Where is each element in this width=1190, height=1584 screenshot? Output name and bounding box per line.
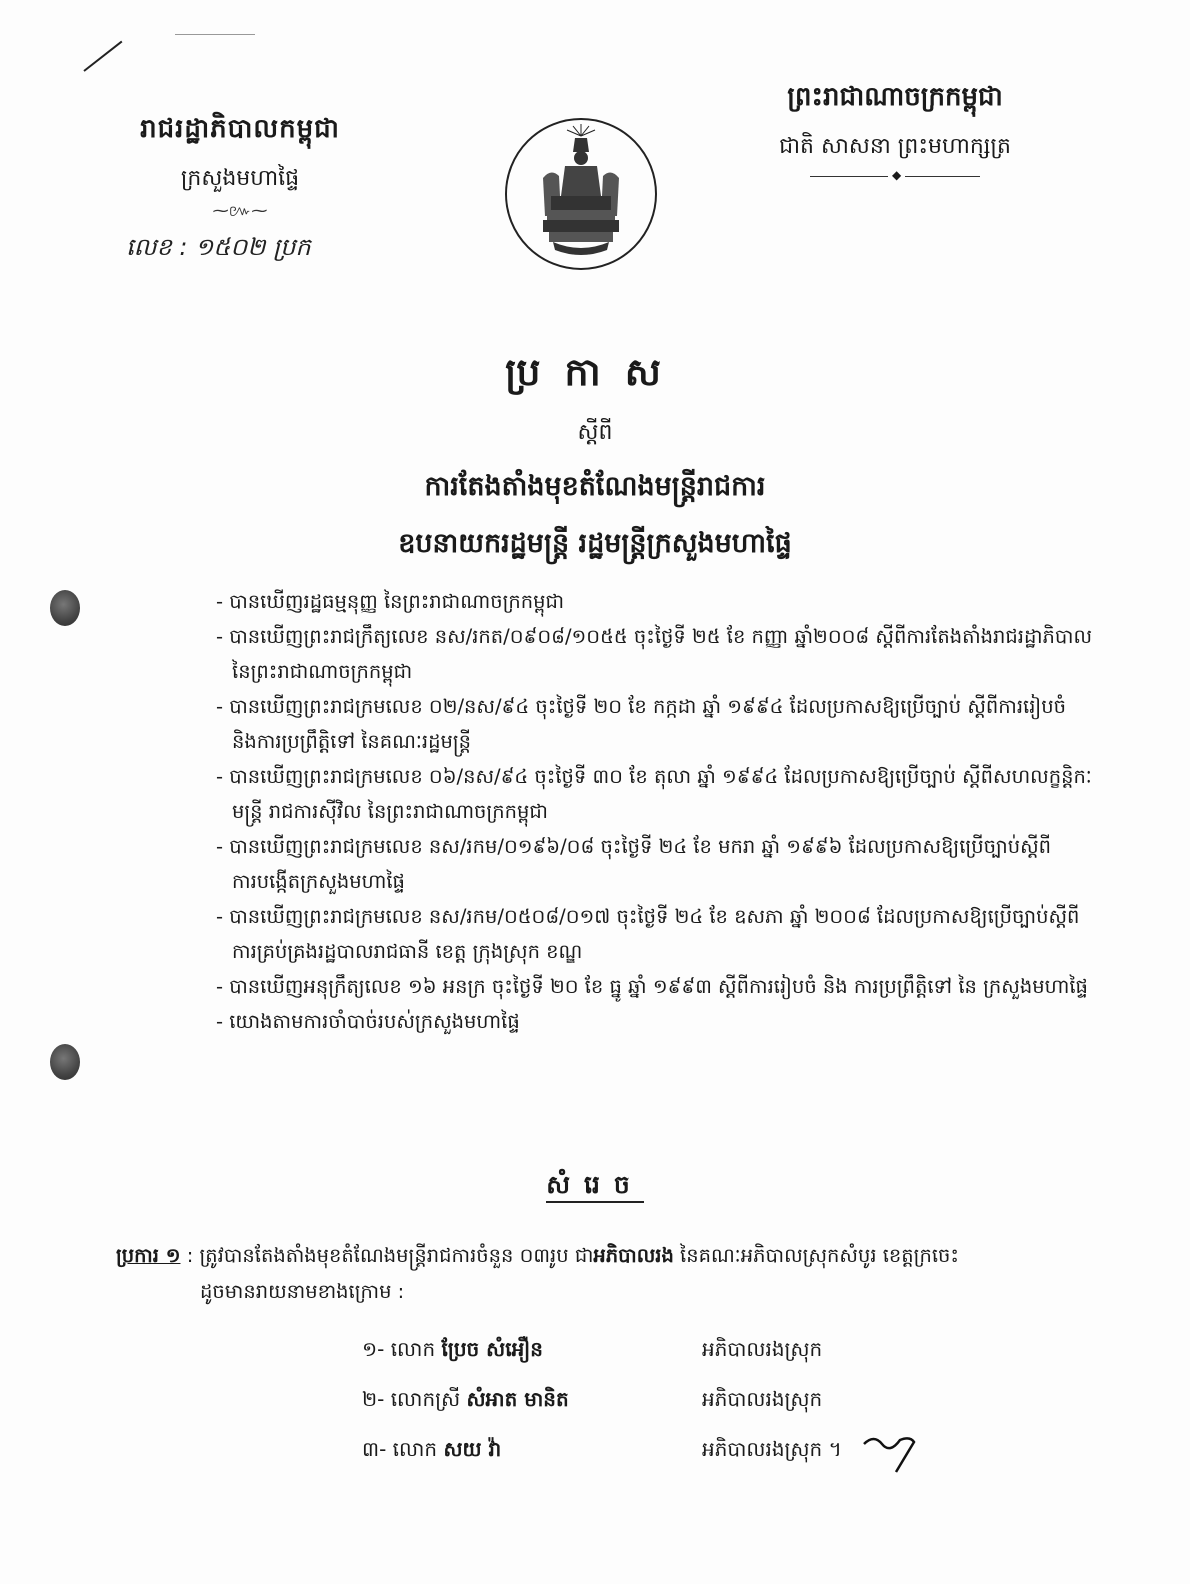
considerations-list: [216, 584, 1136, 1039]
royal-emblem-icon: [503, 116, 659, 272]
header-ornament: ⁓៚⁓: [212, 201, 268, 220]
article-label: ប្រការ ១: [116, 1244, 181, 1267]
decision-heading: សំរេច: [0, 1170, 1190, 1206]
consideration-item: - បានឃើញព្រះរាជក្រមលេខ ០២/នស/៩៤ ចុះថ្ងៃទី ២០ ខែ កក្កដា ឆ្នាំ ១៩៩៤ ដែលប្រកាសឱ្យប្រើច្បាប់ ស្តីពីការរៀបចំ និងការប្រព្រឹត្តិទៅ នៃគណៈរដ្ឋមន្ត្រី: [216, 695, 1066, 753]
punch-hole-bottom: [50, 1044, 80, 1080]
regarding-label: ស្តីពី: [577, 420, 613, 445]
appointee-position: អភិបាលរងស្រុក: [702, 1387, 823, 1411]
appointee-name: សំអាត មានិត: [466, 1387, 569, 1411]
scan-artifact-line: [175, 34, 255, 35]
appointee-row: ៣- លោក សយ វ៉ា អភិបាលរងស្រុក ។: [362, 1436, 942, 1486]
ministry-name: ក្រសួងមហាផ្ទៃ: [180, 166, 300, 191]
consideration-item: - បានឃើញព្រះរាជក្រឹត្យលេខ នស/រកត/០៩០៨/១០៥៥ ចុះថ្ងៃទី ២៥ ខែ កញ្ញា ឆ្នាំ២០០៨ ស្តីពីការតែងតាំងរាជរដ្ឋាភិបាល នៃព្រះរាជាណាចក្រកម្ពុជា: [216, 625, 1093, 683]
appointee-position: អភិបាលរងស្រុក: [702, 1337, 823, 1361]
ministry-header: [110, 112, 370, 224]
subject-line-1: ការតែងតាំងមុខតំណែងមន្ត្រីរាជការ: [424, 471, 766, 502]
national-motto: ជាតិ សាសនា ព្រះមហាក្សត្រ: [779, 134, 1011, 159]
appointee-row: ១- លោក ប្រែច សំអឿន អភិបាលរងស្រុក: [362, 1336, 942, 1386]
kingdom-name: ព្រះរាជាណាចក្រកម្ពុជា: [787, 82, 1003, 112]
document-type-title: ប្រកាស: [505, 350, 685, 394]
punch-hole-top: [50, 590, 80, 626]
reference-number: លេខ : ១៥០២ ប្រក: [126, 233, 311, 261]
appointee-list: [362, 1336, 942, 1486]
consideration-item: - បានឃើញព្រះរាជក្រមលេខ នស/រកម/០៥០៨/០១៧ ចុះថ្ងៃទី ២៤ ខែ ឧសភា ឆ្នាំ ២០០៨ ដែលប្រកាសឱ្យប្រើច្បាប់ស្តីពី ការគ្រប់គ្រងរដ្ឋបាលរាជធានី ខេត្ត ក្រុងស្រុក ខណ្ឌ: [216, 905, 1080, 963]
appointee-row: ២- លោកស្រី សំអាត មានិត អភិបាលរងស្រុក: [362, 1386, 942, 1436]
government-name: រាជរដ្ឋាភិបាលកម្ពុជា: [140, 114, 340, 144]
appointee-name: សយ វ៉ា: [443, 1437, 502, 1461]
article-1: ប្រការ ១ : ត្រូវបានតែងតាំងមុខតំណែងមន្ត្រីរាជការចំនួន ០៣រូប ជាអភិបាលរង នៃគណៈអភិបាលស្រុកសំបូរ ខេត្តក្រចេះ ដូចមានរាយនាមខាងក្រោម :: [116, 1238, 1136, 1310]
handwritten-initial-mark: [860, 1426, 920, 1476]
consideration-item: - បានឃើញរដ្ឋធម្មនុញ្ញ នៃព្រះរាជាណាចក្រកម្ពុជា: [216, 590, 565, 613]
subject-line-2: ឧបនាយករដ្ឋមន្ត្រី រដ្ឋមន្ត្រីក្រសួងមហាផ្ទៃ: [398, 528, 792, 559]
article-continuation: ដូចមានរាយនាមខាងក្រោម :: [200, 1280, 405, 1303]
motto-divider: [810, 176, 980, 177]
consideration-item: - បានឃើញព្រះរាជក្រមលេខ នស/រកម/០១៩៦/០៨ ចុះថ្ងៃទី ២៤ ខែ មករា ឆ្នាំ ១៩៩៦ ដែលប្រកាសឱ្យប្រើច្បាប់ស្តីពី ការបង្កើតក្រសួងមហាផ្ទៃ: [216, 835, 1052, 893]
pen-mark: [83, 41, 122, 72]
appointee-name: ប្រែច សំអឿន: [441, 1337, 543, 1361]
appointee-position: អភិបាលរងស្រុក ។: [702, 1437, 842, 1461]
kingdom-header: [745, 80, 1045, 177]
consideration-item: - បានឃើញព្រះរាជក្រមលេខ ០៦/នស/៩៤ ចុះថ្ងៃទី ៣០ ខែ តុលា ឆ្នាំ ១៩៩៤ ដែលប្រកាសឱ្យប្រើច្បាប់ ស្តីពីសហលក្ខន្តិកៈ មន្ត្រី រាជការស៊ីវិល នៃព្រះរាជាណាចក្រកម្ពុជា: [216, 765, 1092, 823]
consideration-item: - បានឃើញអនុក្រឹត្យលេខ ១៦ អនក្រ ចុះថ្ងៃទី ២០ ខែ ធ្នូ ឆ្នាំ ១៩៩៣ ស្តីពីការរៀបចំ និង ការប្រព្រឹត្តិទៅ នៃ ក្រសួងមហាផ្ទៃ: [216, 975, 1088, 998]
consideration-item: - យោងតាមការចាំបាច់របស់ក្រសួងមហាផ្ទៃ: [216, 1010, 520, 1033]
